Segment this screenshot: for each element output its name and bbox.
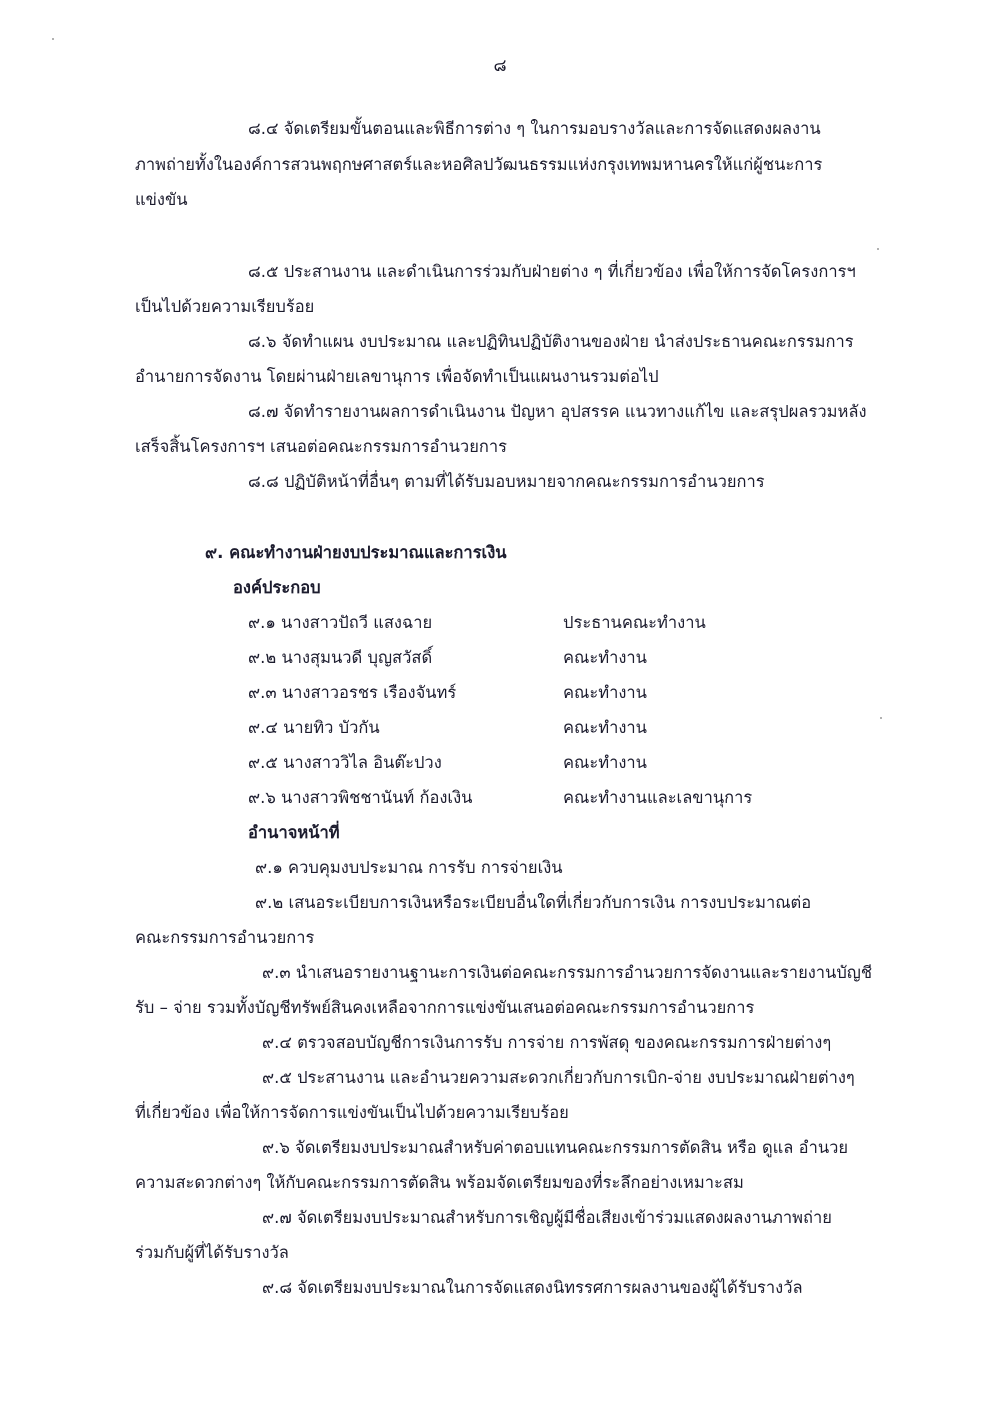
para-8-4-line-3: แข่งขัน — [135, 190, 188, 209]
duty-9-3-line-1: ๙.๓ นำเสนอรายงานฐานะการเงินต่อคณะกรรมการอำนวยการจัดงานและรายงานบัญชี — [262, 963, 873, 982]
para-8-4-line-2: ภาพถ่ายทั้งในองค์การสวนพฤกษศาสตร์และหอศิลปวัฒนธรรมแห่งกรุงเทพมหานครให้แก่ผู้ชนะการ — [135, 155, 823, 174]
member-role: คณะทำงานและเลขานุการ — [563, 788, 753, 807]
member-name: ๙.๔ นายทิว บัวกัน — [248, 718, 380, 737]
duty-9-8-line-1: ๙.๘ จัดเตรียมงบประมาณในการจัดแสดงนิทรรศการผลงานของผู้ได้รับรางวัล — [262, 1278, 803, 1297]
duty-9-5-line-1: ๙.๕ ประสานงาน และอำนวยความสะดวกเกี่ยวกับการเบิก-จ่าย งบประมาณฝ่ายต่างๆ — [262, 1068, 855, 1087]
duty-9-5-line-2: ที่เกี่ยวข้อง เพื่อให้การจัดการแข่งขันเป็นไปด้วยความเรียบร้อย — [135, 1103, 569, 1122]
member-role: ประธานคณะทำงาน — [563, 613, 706, 632]
member-role: คณะทำงาน — [563, 753, 647, 772]
member-name: ๙.๕ นางสาววิไล อินต๊ะปวง — [248, 753, 442, 772]
para-8-8-line-1: ๘.๘ ปฏิบัติหน้าที่อื่นๆ ตามที่ได้รับมอบหมายจากคณะกรรมการอำนวยการ — [248, 472, 765, 491]
duty-9-7-line-1: ๙.๗ จัดเตรียมงบประมาณสำหรับการเชิญผู้มีชื่อเสียงเข้าร่วมแสดงผลงานภาพถ่าย — [262, 1208, 832, 1227]
member-name: ๙.๓ นางสาวอรชร เรืองจันทร์ — [248, 683, 457, 702]
duty-9-6-line-1: ๙.๖ จัดเตรียมงบประมาณสำหรับค่าตอบแทนคณะกรรมการตัดสิน หรือ ดูแล อำนวย — [262, 1138, 849, 1157]
para-8-6-line-1: ๘.๖ จัดทำแผน งบประมาณ และปฏิทินปฏิบัติงานของฝ่าย นำส่งประธานคณะกรรมการ — [248, 332, 854, 351]
para-8-6-line-2: อำนายการจัดงาน โดยผ่านฝ่ายเลขานุการ เพื่อจัดทำเป็นแผนงานรวมต่อไป — [135, 367, 659, 386]
duty-9-3-line-2: รับ – จ่าย รวมทั้งบัญชีทรัพย์สินคงเหลือจากการแข่งขันเสนอต่อคณะกรรมการอำนวยการ — [135, 998, 755, 1017]
scan-speck — [880, 717, 882, 719]
member-role: คณะทำงาน — [563, 718, 647, 737]
duty-9-2-line-2: คณะกรรมการอำนวยการ — [135, 928, 315, 947]
page-number: ๘ — [493, 56, 507, 76]
para-8-7-line-2: เสร็จสิ้นโครงการฯ เสนอต่อคณะกรรมการอำนวยการ — [135, 437, 507, 456]
duty-9-1-line-1: ๙.๑ ควบคุมงบประมาณ การรับ การจ่ายเงิน — [255, 858, 563, 877]
duty-9-2-line-1: ๙.๒ เสนอระเบียบการเงินหรือระเบียบอื่นใดที่เกี่ยวกับการเงิน การงบประมาณต่อ — [255, 893, 812, 912]
section-9-heading: ๙. คณะทำงานฝ่ายงบประมาณและการเงิน — [205, 543, 507, 562]
member-role: คณะทำงาน — [563, 683, 647, 702]
duties-heading: อำนาจหน้าที่ — [248, 823, 340, 842]
scan-speck — [52, 38, 54, 40]
para-8-5-line-1: ๘.๕ ประสานงาน และดำเนินการร่วมกับฝ่ายต่าง ๆ ที่เกี่ยวข้อง เพื่อให้การจัดโครงการฯ — [248, 262, 856, 281]
member-name: ๙.๖ นางสาวพิชชานันท์ ก้องเงิน — [248, 788, 473, 807]
scan-speck — [877, 248, 879, 250]
duty-9-6-line-2: ความสะดวกต่างๆ ให้กับคณะกรรมการตัดสิน พร้อมจัดเตรียมของที่ระลึกอย่างเหมาะสม — [135, 1173, 744, 1192]
member-name: ๙.๒ นางสุมนวดี บุญสวัสดิ์ — [248, 648, 433, 667]
duty-9-7-line-2: ร่วมกับผู้ที่ได้รับรางวัล — [135, 1243, 289, 1262]
para-8-7-line-1: ๘.๗ จัดทำรายงานผลการดำเนินงาน ปัญหา อุปสรรค แนวทางแก้ไข และสรุปผลรวมหลัง — [248, 402, 867, 421]
member-name: ๙.๑ นางสาวปัถวี แสงฉาย — [248, 613, 433, 632]
member-role: คณะทำงาน — [563, 648, 647, 667]
para-8-4-line-1: ๘.๔ จัดเตรียมขั้นตอนและพิธีการต่าง ๆ ในการมอบรางวัลและการจัดแสดงผลงาน — [248, 119, 821, 138]
para-8-5-line-2: เป็นไปด้วยความเรียบร้อย — [135, 297, 315, 316]
duty-9-4-line-1: ๙.๔ ตรวจสอบบัญชีการเงินการรับ การจ่าย การพัสดุ ของคณะกรรมการฝ่ายต่างๆ — [262, 1033, 832, 1052]
members-heading: องค์ประกอบ — [233, 578, 321, 597]
